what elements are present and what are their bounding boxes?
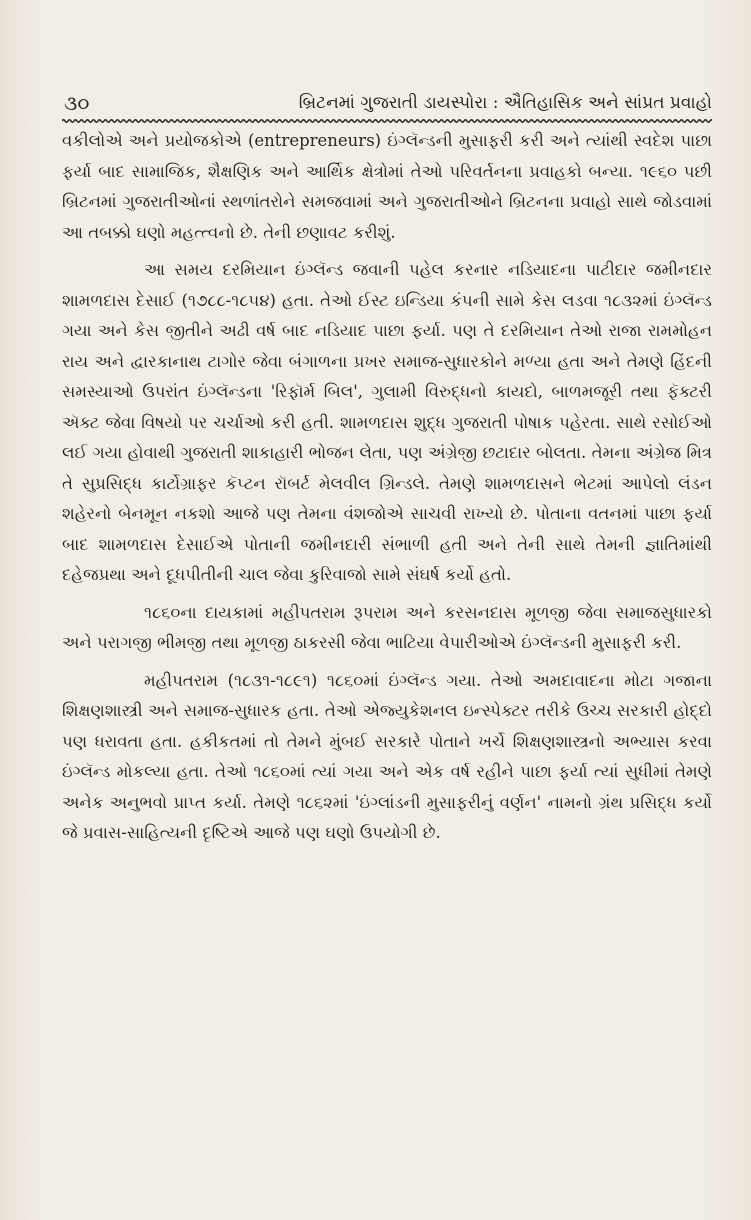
decorative-header-rule [62, 118, 712, 124]
page-number: ૩૦ [64, 91, 90, 115]
body-text [62, 126, 712, 849]
paragraph-3: ૧૮૬૦ના દાયકામાં મહીપતરામ રૂપરામ અને કરસનદાસ મૂળજી જેવા સમાજસુધારકો અને પરાગજી ભીમજી તથા મૂળજી ઠાકરસી જેવા ભાટિયા વેપારીઓએ ઇંગ્લૅન્ડની મુસાફરી કરી. [62, 602, 712, 652]
paragraph-2: આ સમય દરમિયાન ઇંગ્લૅન્ડ જવાની પહેલ કરનાર નડિયાદના પાટીદાર જમીનદાર શામળદાસ દેસાઈ (૧૭૮૮-૧૮૫૪) હતા. તેઓ ઈસ્ટ ઇન્ડિયા કંપની સામે કેસ લડવા ૧૮૩૨માં ઇંગ્લૅન્ડ ગયા અને કેસ જીતીને અઢી વર્ષ બાદ નડિયાદ પાછા ફર્યા. પણ તે દરમિયાન તેઓ રાજા રામમોહન રાય અને દ્વારકાનાથ ટાગોર જેવા બંગાળના પ્રખર સમાજ-સુધારકોને મળ્યા હતા અને તેમણે હિંદની સમસ્યાઓ ઉપરાંત ઇંગ્લૅન્ડના 'રિફૉર્મ બિલ', ગુલામી વિરુદ્ધનો કાયદો, બાળમજૂરી તથા ફૅક્ટરી ઍક્ટ જેવા વિષયો પર ચર્ચાઓ કરી હતી. શામળદાસ શુદ્ધ ગુજરાતી પોષાક પહેરતા. સાથે રસોઈઓ લઈ ગયા હોવાથી ગુજરાતી શાકાહારી ભોજન લેતા, પણ અંગ્રેજી છટાદાર બોલતા. તેમના અંગ્રેજ મિત્ર તે સુપ્રસિદ્ધ કાર્ટોગ્રાફર કૅપ્ટન રૉબર્ટ મેલવીલ ગ્રિન્ડલે. તેમણે શામળદાસને ભેટમાં આપેલો લંડન શહેરનો બેનમૂન નકશો આજે પણ તેમના વંશજોએ સાચવી રાખ્યો છે. પોતાના વતનમાં પાછા ફર્યા બાદ શામળદાસ દેસાઈએ પોતાની જમીનદારી સંભાળી હતી અને તેની સાથે તેમની જ્ઞાતિમાંથી દહેજપ્રથા અને દૂધપીતીની ચાલ જેવા કુરિવાજો સામે સંઘર્ષ કર્યો હતો. [62, 260, 712, 584]
wavy-rule-icon [62, 118, 712, 124]
running-title: બ્રિટનમાં ગુજરાતી ડાયસ્પોરા : ઐતિહાસિક અને સાંપ્રત પ્રવાહો [298, 93, 712, 113]
paragraph-4: મહીપતરામ (૧૮૩૧-૧૮૯૧) ૧૮૬૦માં ઇંગ્લૅન્ડ ગયા. તેઓ અમદાવાદના મોટા ગજાના શિક્ષણશાસ્ત્રી અને સમાજ-સુધારક હતા. તેઓ એજ્યુકેશનલ ઇન્સ્પેક્ટર તરીકે ઉચ્ચ સરકારી હોદ્દો પણ ધરાવતા હતા. હકીકતમાં તો તેમને મુંબઈ સરકારે પોતાને ખર્ચે શિક્ષણશાસ્ત્રનો અભ્યાસ કરવા ઇંગ્લૅન્ડ મોકલ્યા હતા. તેઓ ૧૮૬૦માં ત્યાં ગયા અને એક વર્ષ રહીને પાછા ફર્યા ત્યાં સુધીમાં તેમણે અનેક અનુભવો પ્રાપ્ત કર્યા. તેમણે ૧૮૬૨માં 'ઇંગ્લાંડની મુસાફરીનું વર્ણન' નામનો ગ્રંથ પ્રસિદ્ધ કર્યો જે પ્રવાસ-સાહિત્યની દૃષ્ટિએ આજે પણ ઘણો ઉપયોગી છે. [62, 670, 712, 842]
page-header [64, 88, 712, 118]
paragraph-1: વકીલોએ અને પ્રયોજકોએ (entrepreneurs) ઇંગ્લૅન્ડની મુસાફરી કરી અને ત્યાંથી સ્વદેશ પાછા ફર્યા બાદ સામાજિક, શૈક્ષણિક અને આર્થિક ક્ષેત્રોમાં તેઓ પરિવર્તનના પ્રવાહકો બન્યા. ૧૯૬૦ પછી બ્રિટનમાં ગુજરાતીઓનાં સ્થળાંતરોને સમજવામાં અને ગુજરાતીઓને બ્રિટનના પ્રવાહો સાથે જોડવામાં આ તબક્કો ઘણો મહત્ત્વનો છે. તેની છણાવટ કરીશું. [62, 131, 712, 242]
